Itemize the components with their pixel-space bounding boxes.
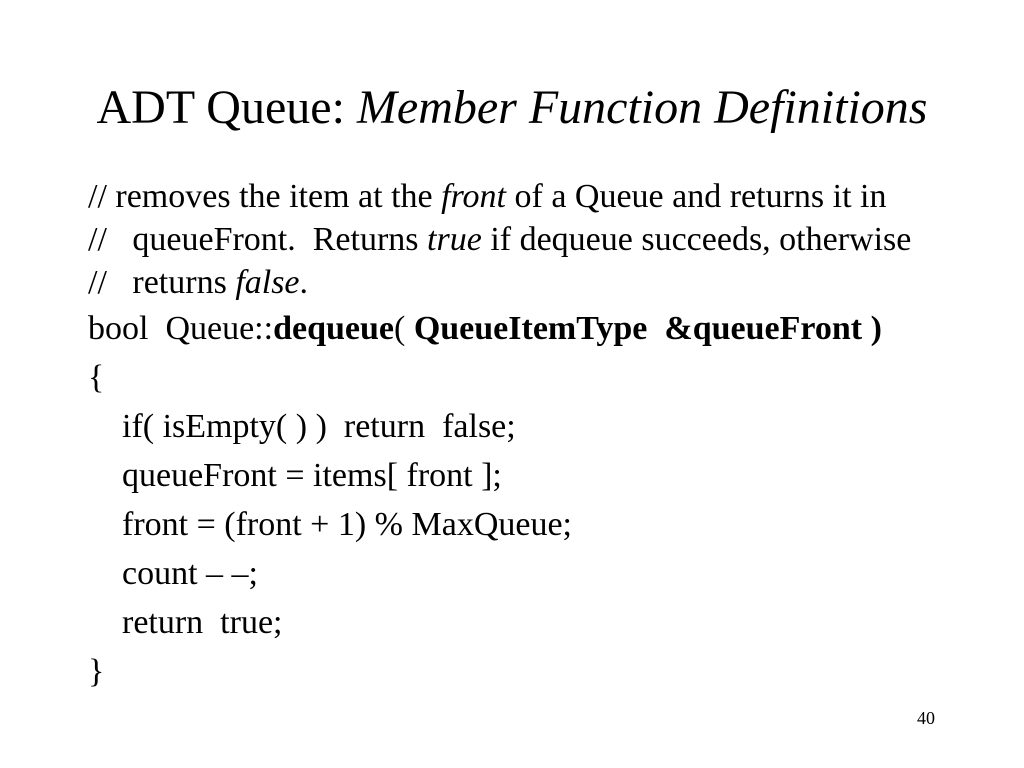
comment-text: // returns [88, 264, 236, 301]
comment-text: // removes the item at the [88, 178, 442, 215]
comment-text: of a Queue and returns it in [506, 178, 887, 215]
code-line [122, 410, 516, 444]
comment-line [88, 266, 308, 300]
comment-text: if dequeue succeeds, otherwise [481, 221, 912, 258]
page-number: 40 [917, 708, 935, 728]
comment-text: // queueFront. Returns [88, 221, 428, 258]
code-open-brace [88, 361, 104, 395]
code-line [122, 508, 572, 542]
signature-function-name: dequeue [273, 310, 394, 347]
close-brace-text: } [88, 653, 105, 690]
code-line-text: if( isEmpty( ) ) return false; [122, 408, 516, 445]
comment-emphasis: true [427, 221, 482, 258]
comment-emphasis: false [235, 264, 300, 301]
code-line-text: return true; [122, 604, 283, 641]
open-brace-text: { [88, 359, 105, 396]
code-close-brace [88, 655, 104, 689]
title-italic-text: Member Function Definitions [356, 81, 928, 134]
code-line [122, 606, 283, 640]
code-line-text: front = (front + 1) % MaxQueue; [122, 506, 573, 543]
comment-text: . [299, 264, 309, 301]
code-line-text: count – –; [122, 555, 258, 592]
comment-line [88, 180, 887, 214]
signature-close-paren: ) [862, 310, 882, 347]
slide-title [0, 81, 1024, 134]
comment-emphasis: front [441, 178, 506, 215]
code-line [122, 557, 258, 591]
signature-parameter: QueueItemType &queueFront [413, 310, 863, 347]
code-line [122, 459, 502, 493]
function-signature [88, 312, 882, 346]
title-regular-text: ADT Queue: [96, 81, 357, 134]
signature-prefix: bool Queue:: [88, 310, 274, 347]
comment-line [88, 223, 911, 257]
code-line-text: queueFront = items[ front ]; [122, 457, 502, 494]
signature-open-paren: ( [394, 310, 414, 347]
